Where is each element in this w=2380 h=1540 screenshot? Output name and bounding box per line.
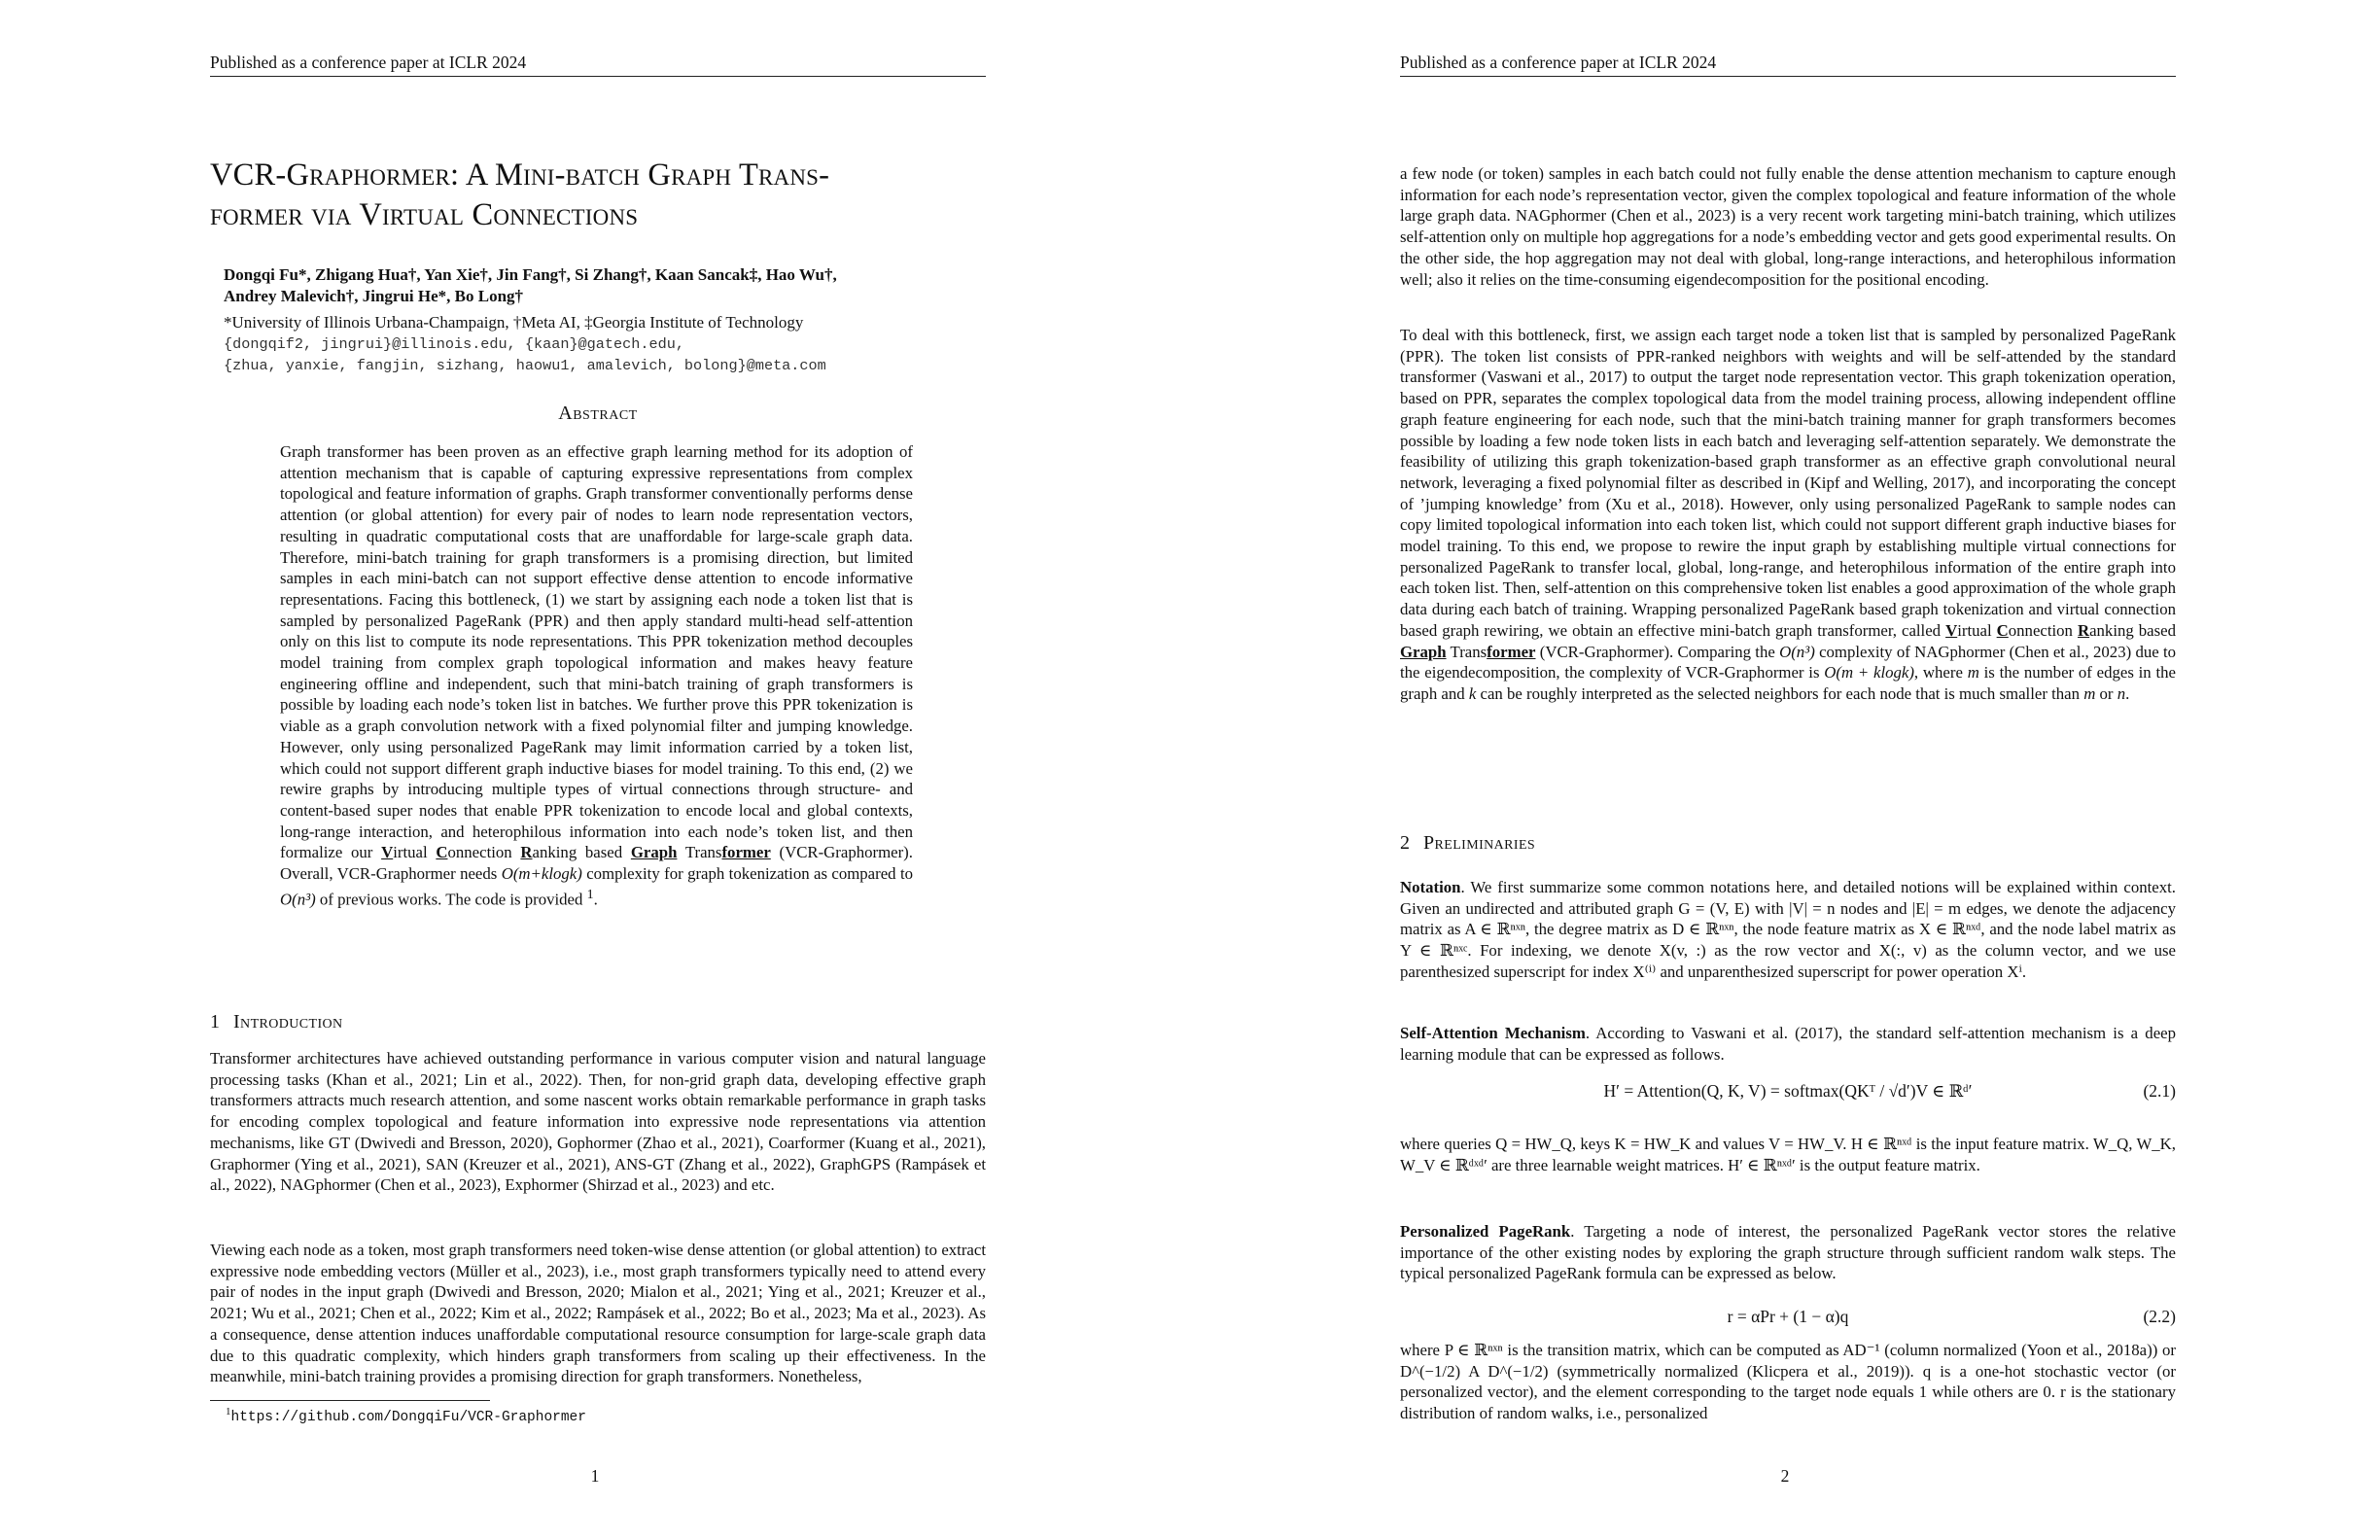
- abstract-body: [280, 441, 913, 910]
- para-text: .: [2125, 683, 2130, 703]
- para-text: can be roughly interpreted as the selected neighbors for each node that is much smaller than: [1480, 683, 2080, 703]
- abstract-end: .: [593, 890, 598, 909]
- name-graph: Graph: [630, 843, 678, 862]
- name-part: onnection: [447, 843, 512, 862]
- para-text: . Targeting a node of interest, the personalized PageRank vector stores the relative importance of the other existing nodes by exploring the graph structure through sufficient random walk steps. The typical personalized PageRank formula can be expressed as below.: [1400, 1222, 2176, 1283]
- math-var: k: [1468, 683, 1477, 703]
- section-title: Introduction: [233, 1011, 343, 1032]
- footnote: [226, 1406, 586, 1425]
- self-attention-paragraph: [1400, 1023, 2176, 1065]
- para-text: or: [2099, 683, 2114, 703]
- name-part: irtual: [393, 843, 428, 862]
- abstract-tail: (VCR-Graphormer). Overall, VCR-Graphormer needs: [280, 843, 913, 884]
- notation-paragraph: [1400, 877, 2176, 983]
- abstract-tail: of previous works. The code is provided: [319, 890, 583, 909]
- name-part: onnection: [2008, 620, 2073, 640]
- authors-line-1: Dongqi Fu*, Zhigang Hua†, Yan Xie†, Jin Fang†, Si Zhang†, Kaan Sancak‡, Hao Wu†,: [224, 265, 837, 284]
- emails-line-1: {dongqif2, jingrui}@illinois.edu, {kaan}@gatech.edu,: [224, 335, 684, 353]
- name-letter-r: R: [2077, 620, 2090, 640]
- paragraph-heading: Notation: [1400, 878, 1461, 896]
- ppr-paragraph: [1400, 1221, 2176, 1284]
- equation-expression: H′ = Attention(Q, K, V) = softmax(QKᵀ / √d′)V ∈ ℝᵈ′: [1603, 1081, 1973, 1101]
- name-part: anking based: [532, 843, 623, 862]
- para-text: . According to Vaswani et al. (2017), the standard self-attention mechanism is a deep learning module that can be expressed as follows.: [1400, 1024, 2176, 1064]
- para-text: is the number of edges in the graph and: [1400, 663, 2176, 703]
- math-var: m: [1967, 663, 1979, 682]
- math-var: n: [2117, 683, 2126, 703]
- footnote-rule: [210, 1400, 490, 1401]
- math-complexity: O(n³): [280, 890, 316, 909]
- equation-expression: r = αPr + (1 − α)q: [1727, 1307, 1849, 1326]
- section-number: 1: [210, 1011, 220, 1032]
- math-var: m: [2083, 683, 2096, 703]
- footnote-marker[interactable]: 1: [586, 887, 594, 902]
- equation-2-2: [1400, 1307, 2176, 1330]
- authors-line-2: Andrey Malevich†, Jingrui He*, Bo Long†: [224, 287, 524, 305]
- math-complexity: O(m+klogk): [501, 864, 582, 884]
- name-letter-v: V: [381, 843, 394, 862]
- running-header: Published as a conference paper at ICLR 2024: [210, 52, 986, 77]
- footnote-url[interactable]: https://github.com/DongqiFu/VCR-Graphormer: [230, 1409, 586, 1425]
- paragraph-heading: Self-Attention Mechanism: [1400, 1024, 1586, 1042]
- equation-2-1: [1400, 1081, 2176, 1120]
- name-letter-r: R: [520, 843, 533, 862]
- math-complexity: O(m + klogk): [1824, 663, 1914, 682]
- name-part: Trans: [1450, 642, 1488, 661]
- paragraph-heading: Personalized PageRank: [1400, 1222, 1571, 1241]
- para-text: (VCR-Graphormer). Comparing the: [1539, 642, 1775, 661]
- abstract-heading: Abstract: [558, 402, 638, 424]
- title-line-1: VCR-Graphormer: A Mini-batch Graph Trans-: [210, 158, 830, 192]
- emails-line-2: {zhua, yanxie, fangjin, sizhang, haowu1, amalevich, bolong}@meta.com: [224, 357, 826, 374]
- equation-number: (2.1): [2143, 1081, 2176, 1101]
- self-attention-after: where queries Q = HW_Q, keys K = HW_K and values V = HW_V. H ∈ ℝⁿˣᵈ is the input feature matrix. W_Q, W_K, W_V ∈ ℝᵈˣᵈ′ are three learnable weight matrices. H′ ∈ ℝⁿˣᵈ′ is the output feature matrix.: [1400, 1135, 2176, 1174]
- author-emails: [224, 333, 992, 376]
- page2-paragraph-1: a few node (or token) samples in each batch could not fully enable the dense attention mechanism to capture enough information for each node’s representation vector, given the complex topological and feature information of the whole large graph data. NAGphormer (Chen et al., 2023) is a very recent work targeting mini-batch training, which utilizes self-attention only on multiple hop aggregations for a node’s embedding vector and gets good experimental results. On the other side, the hop aggregation may not deal with global, long-range interactions, and heterophilous information well; also it relies on the time-consuming eigendecomposition for the positional encoding.: [1400, 164, 2176, 289]
- para-text: , where: [1913, 663, 1963, 682]
- section-title: Preliminaries: [1423, 832, 1536, 854]
- author-list: [224, 264, 992, 307]
- page2-paragraph-2: [1400, 325, 2176, 705]
- name-former: former: [1487, 642, 1536, 661]
- name-letter-c: C: [1996, 620, 2009, 640]
- title-line-2: former via Virtual Connections: [210, 197, 639, 232]
- page-number: 2: [1780, 1466, 1790, 1486]
- name-letter-v: V: [1945, 620, 1958, 640]
- page-number: 1: [590, 1466, 600, 1486]
- name-part: anking based: [2089, 620, 2176, 640]
- page-2: [1190, 0, 2380, 1540]
- name-part: Trans: [684, 843, 722, 862]
- name-former: former: [721, 843, 771, 862]
- footnote-number: 1: [226, 1406, 231, 1418]
- intro-paragraph-2: Viewing each node as a token, most graph transformers need token-wise dense attention (or global attention) to extract expressive node embedding vectors (Müller et al., 2023), i.e., most graph transformers typically need to attend every pair of nodes in the input graph (Dwivedi and Bresson, 2020; Mialon et al., 2021; Ying et al., 2021; Kreuzer et al., 2021; Wu et al., 2021; Chen et al., 2022; Kim et al., 2022; Rampásek et al., 2022; Bo et al., 2023; Ma et al., 2023). As a consequence, dense attention induces unaffordable computational resource consumption for large-scale graph data due to this quadratic complexity, which hinders graph transformers from scaling up their effectiveness. In the meanwhile, mini-batch training provides a promising direction for graph transformers. Nonetheless,: [210, 1241, 986, 1386]
- running-header: Published as a conference paper at ICLR 2024: [1400, 52, 2176, 77]
- affiliations: *University of Illinois Urbana-Champaign, †Meta AI, ‡Georgia Institute of Technology: [224, 313, 804, 332]
- name-part: irtual: [1957, 620, 1992, 640]
- equation-number: (2.2): [2143, 1307, 2176, 1326]
- abstract-tail: complexity for graph tokenization as compared to: [586, 864, 913, 884]
- name-graph: Graph: [1400, 642, 1447, 661]
- name-letter-c: C: [436, 843, 448, 862]
- section-number: 2: [1400, 832, 1410, 854]
- section-heading-introduction: [210, 1011, 343, 1033]
- para-text: complexity of NAGphormer (Chen et al., 2023) due to the eigendecomposition, the complexity of VCR-Graphormer is: [1400, 642, 2176, 682]
- intro-paragraph-1: Transformer architectures have achieved outstanding performance in various computer vision and natural language processing tasks (Khan et al., 2021; Lin et al., 2022). Then, for non-grid graph data, developing effective graph transformers attracts much research attention, and some nascent works obtain remarkable performance in graph tasks for encoding complex topological and feature information into expressive node representations via attention mechanisms, like GT (Dwivedi and Bresson, 2020), Gophormer (Zhao et al., 2021), Coarformer (Kuang et al., 2021), Graphormer (Ying et al., 2021), SAN (Kreuzer et al., 2021), ANS-GT (Zhang et al., 2022), GraphGPS (Rampásek et al., 2022), NAGphormer (Chen et al., 2023), Exphormer (Shirzad et al., 2023) and etc.: [210, 1049, 986, 1195]
- para-text: . We first summarize some common notations here, and detailed notions will be explained within context. Given an undirected and attributed graph G = (V, E) with |V| = n nodes and |E| = m edges, we denote the adjacency matrix as A ∈ ℝⁿˣⁿ, the degree matrix as D ∈ ℝⁿˣⁿ, the node feature matrix as X ∈ ℝⁿˣᵈ, and the node label matrix as Y ∈ ℝⁿˣᶜ. For indexing, we denote X(v, :) as the row vector and X(:, v) as the column vector, and we use parenthesized superscript for index X⁽ⁱ⁾ and unparenthesized superscript for power operation Xⁱ.: [1400, 878, 2176, 981]
- math-complexity: O(n³): [1779, 642, 1815, 661]
- paper-title: [210, 156, 988, 235]
- ppr-after: where P ∈ ℝⁿˣⁿ is the transition matrix, which can be computed as AD⁻¹ (column normalized (Yoon et al., 2018a)) or D^(−1/2) A D^(−1/2) (symmetrically normalized (Klicpera et al., 2019)). q is a one-hot stochastic vector (or personalized vector), and the element corresponding to the target node equals 1 while others are 0. r is the stationary distribution of random walks, i.e., personalized: [1400, 1341, 2176, 1423]
- section-heading-preliminaries: [1400, 832, 1535, 855]
- para-text: To deal with this bottleneck, first, we assign each target node a token list that is sampled by personalized PageRank (PPR). The token list consists of PPR-ranked neighbors with weights and will be self-attended by the standard transformer (Vaswani et al., 2017) to output the target node representation vector. This graph tokenization operation, based on PPR, separates the complex topological data from the model training process, allowing independent offline graph feature engineering for each node, such that the mini-batch training manner for graph transformers becomes possible by loading a few node token lists in each batch and leveraging self-attention separately. We demonstrate the feasibility of utilizing this graph tokenization-based graph transformer as an effective graph convolutional neural network, leveraging a fixed polynomial filter as described in (Kipf and Welling, 2017), and incorporating the concept of ’jumping knowledge’ from (Xu et al., 2018). However, only using personalized PageRank to sample nodes can copy limited topological information into each token list, which could not support different graph inductive biases for model training. To this end, we propose to rewire the input graph by establishing multiple virtual connections for personalized PageRank to transfer local, global, long-range, and heterophilous information of the entire graph into each token list. Then, self-attention on this comprehensive token list enables a good approximation of the whole graph data during each batch of training. Wrapping personalized PageRank based graph tokenization and virtual connection based graph rewiring, we obtain an effective mini-batch graph transformer, called: [1400, 326, 2176, 640]
- abstract-text: Graph transformer has been proven as an effective graph learning method for its adoption of attention mechanism that is capable of capturing expressive representations from complex topological and feature information of graphs. Graph transformer conventionally performs dense attention (or global attention) for every pair of nodes to learn node representation vectors, resulting in quadratic computational costs that are unaffordable for large-scale graph data. Therefore, mini-batch training for graph transformers is a promising direction, but limited samples in each mini-batch can not support effective dense attention to encode informative representations. Facing this bottleneck, (1) we start by assigning each node a token list that is sampled by personalized PageRank (PPR) and then apply standard multi-head self-attention only on this list to compute its node representations. This PPR tokenization method decouples model training from complex graph topological information and makes heavy feature engineering offline and independent, such that mini-batch training of graph transformers is possible by loading each node’s token list in batches. We further prove this PPR tokenization is viable as a graph convolution network with a fixed polynomial filter and jumping knowledge. However, only using personalized PageRank may limit information carried by a token list, which could not support different graph inductive biases for model training. To this end, (2) we rewire graphs by introducing multiple types of virtual connections through structure- and content-based super nodes that enable PPR tokenization to encode local and global contexts, long-range interaction, and heterophilous information into each node’s token list, and then formalize our: [280, 442, 913, 862]
